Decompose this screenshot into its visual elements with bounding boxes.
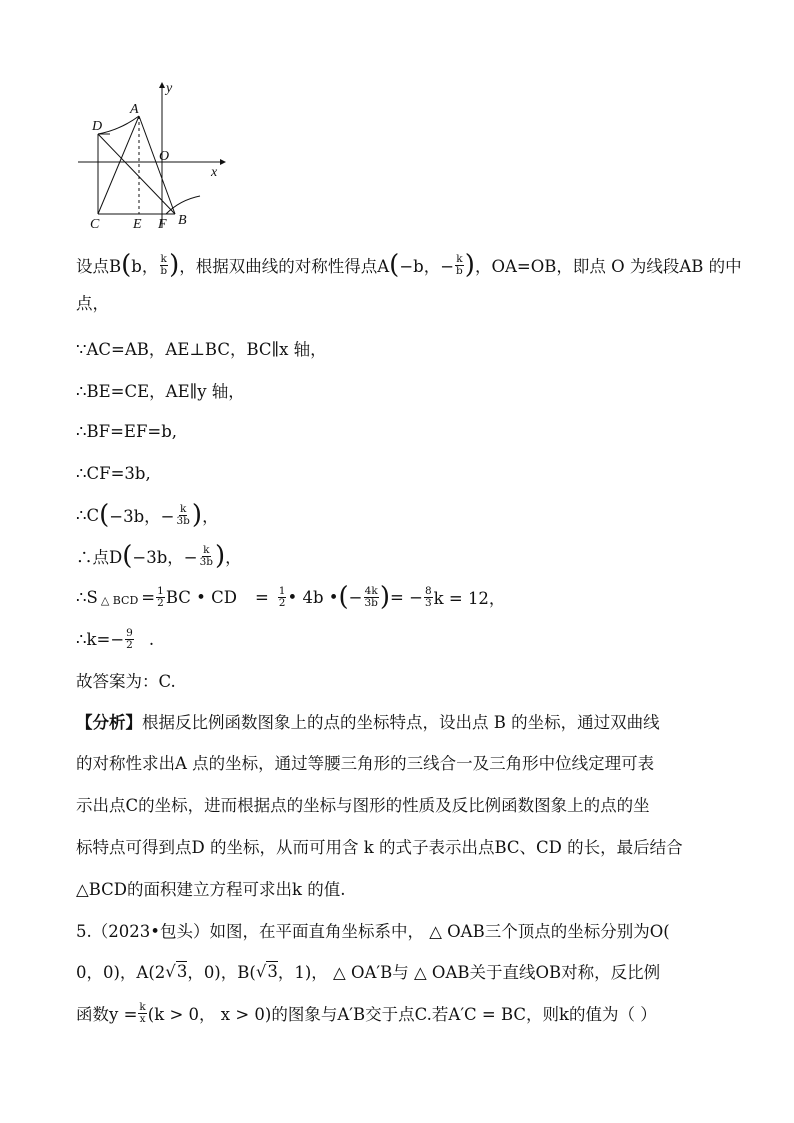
denominator: b [456, 264, 463, 277]
paren-open: ( [121, 250, 132, 280]
paren-close: ) [169, 250, 180, 280]
segment-db [98, 134, 175, 214]
text: 设点B [76, 257, 122, 276]
numerator: k [139, 1000, 146, 1013]
denominator: b [160, 264, 168, 277]
analysis-line-3: 示出点C的坐标，进而根据点的坐标与图形的性质及反比例函数图象上的点的坐 [76, 796, 650, 815]
text: k = 12， [433, 589, 506, 608]
text: BC • CD [165, 587, 237, 607]
text: ∴C [76, 505, 100, 525]
text: b， [131, 257, 159, 276]
text: ，0)，B( [187, 963, 256, 982]
paren-open: ( [338, 582, 349, 612]
fraction-k-over-x [138, 1002, 146, 1025]
fraction-one-half [278, 586, 287, 609]
question-5-line-1: 5.（2023•包头）如图，在平面直角坐标系中， △ OAB三个顶点的坐标分别为O( [76, 922, 670, 941]
fraction-k-over-3b [176, 504, 191, 527]
denominator: 2 [157, 596, 164, 609]
numerator: k [456, 252, 463, 265]
denominator: 3b [176, 514, 190, 527]
numerator: 8 [424, 584, 432, 597]
hyperbola-right-branch [166, 196, 200, 214]
analysis-line-4: 标特点可得到点D 的坐标，从而可用含 k 的式子表示出点BC、CD 的长，最后结合 [76, 838, 683, 857]
denominator: 3b [364, 596, 378, 609]
paren-close: ) [215, 541, 226, 571]
radicand: 3 [176, 962, 188, 981]
analysis-line-1 [76, 706, 756, 736]
label-a: A [130, 102, 139, 117]
analysis-line-2: 的对称性求出A 点的坐标，通过等腰三角形的三线合一及三角形中位线定理可表 [76, 754, 655, 773]
analysis-tag: 【分析】 [76, 713, 142, 732]
numerator: 4k [364, 584, 378, 597]
text: • 4b • [287, 587, 339, 607]
fraction-one-half [156, 586, 165, 609]
paren-open: ( [122, 541, 133, 571]
text: 根据反比例函数图象上的点的坐标特点，设出点 B 的坐标，通过双曲线 [142, 713, 660, 732]
solution-line-3: ∵AC=AB，AE⊥BC，BC∥x 轴， [76, 340, 327, 359]
paren-open: ( [99, 500, 110, 530]
fraction-8-over-3 [424, 586, 433, 609]
fraction-4k-over-3b [363, 586, 378, 609]
text: ，根据双曲线的对称性得点A [179, 257, 390, 276]
text: (k > 0， x > 0)的图象与A′B交于点C.若A′C = BC，则k的值为（ ） [147, 1005, 657, 1024]
analysis-line-5: △BCD的面积建立方程可求出k 的值. [76, 880, 346, 899]
text: ∴S [76, 587, 98, 607]
solution-line-6: ∴CF=3b, [76, 463, 151, 483]
text: 0，0)，A(2 [76, 963, 166, 982]
label-e: E [133, 217, 142, 230]
numerator: 1 [157, 584, 164, 597]
text: ∴点D [76, 548, 123, 567]
segment-ca [98, 116, 139, 214]
text: = − [390, 587, 423, 607]
segment-ab [139, 116, 175, 214]
question-5-line-2 [76, 956, 756, 986]
denominator: 3 [424, 596, 432, 609]
text: = [254, 587, 269, 607]
sqrt-3 [256, 961, 278, 981]
solution-line-2: 点， [76, 294, 109, 313]
text: ，OA=OB，即点 O 为线段AB 的中 [474, 257, 742, 276]
radicand: 3 [267, 962, 278, 981]
paren-close: ) [379, 582, 391, 612]
text: ，1)， △ OA′B与 △ OAB关于直线OB对称，反比例 [277, 963, 661, 982]
y-axis-arrow [159, 82, 165, 88]
paren-close: ) [191, 500, 203, 530]
fraction-9-over-2 [125, 628, 134, 651]
coordinate-figure [70, 78, 230, 230]
numerator: k [180, 502, 187, 515]
text: ∴k=− [76, 629, 125, 649]
text: −3b，− [109, 507, 175, 526]
label-x: x [211, 165, 218, 180]
radical-sign: √ [165, 962, 176, 981]
denominator: 3b [199, 555, 214, 568]
denominator: x [139, 1012, 146, 1025]
paren-open: ( [389, 250, 400, 280]
sqrt-3 [165, 961, 187, 981]
solution-line-10 [76, 624, 756, 654]
solution-line-8 [76, 541, 756, 571]
label-o: O [159, 149, 170, 164]
solution-line-4: ∴BE=CE，AE∥y 轴， [76, 382, 245, 401]
numerator: 9 [126, 626, 133, 639]
fraction-k-over-b [159, 254, 168, 277]
label-y: y [166, 81, 173, 96]
text: . [148, 629, 155, 649]
text: − [348, 587, 363, 607]
label-d: D [92, 119, 103, 134]
solution-line-1 [76, 250, 756, 280]
fraction-k-over-3b [199, 545, 214, 568]
text: 函数y = [76, 1005, 138, 1024]
solution-line-9 [76, 582, 756, 612]
denominator: 2 [126, 638, 133, 651]
question-5-line-3 [76, 998, 756, 1028]
solution-line-5: ∴BF=EF=b, [76, 421, 178, 441]
denominator: 2 [278, 596, 286, 609]
solution-line-11: 故答案为：C. [76, 672, 176, 691]
text: ， [225, 548, 242, 567]
numerator: 1 [278, 584, 286, 597]
label-f: F [158, 217, 167, 230]
subscript: △ BCD [100, 593, 139, 607]
numerator: k [160, 252, 167, 265]
label-b: B [178, 213, 187, 228]
text: −b，− [399, 257, 455, 276]
text: −3b，− [132, 548, 198, 567]
numerator: k [203, 543, 210, 556]
paren-close: ) [464, 250, 475, 280]
text: ， [202, 507, 219, 526]
x-axis-arrow [220, 159, 226, 165]
label-c: C [90, 217, 100, 230]
text: = [141, 587, 156, 607]
radical-sign: √ [255, 962, 267, 981]
solution-line-7 [76, 500, 756, 530]
fraction-k-over-b [455, 254, 464, 277]
